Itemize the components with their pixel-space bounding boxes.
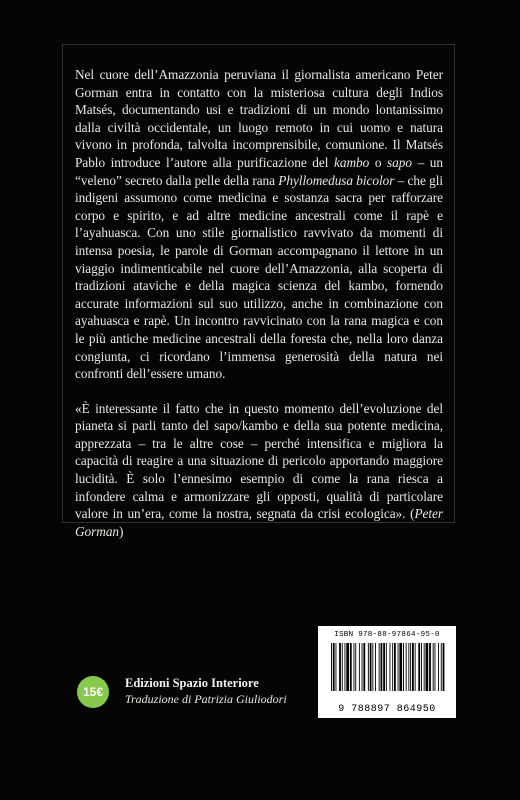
barcode-bar [339,643,341,691]
barcode-bar [359,643,360,691]
barcode-bar [333,643,335,691]
description-paragraph [75,66,443,383]
back-cover-text [75,66,443,540]
description-text-3: – che gli indigeni assumono come medicina e sostanza sacra per rafforzare corpo e spirito, e ad altre medicine ancestrali come il rapè e l’ayahuasca. Con uno stile giornalistico ravvivato da momenti di intensa poesia, le parole di Gorman accompagnano il lettore in un viaggio indimenticabile nel cuore dell’Amazzonia, alla scoperta di tradizioni ataviche e della magica scienza del kambo, fornendo accurate informazioni sul suo utilizzo, anche in combinazione con ayahuasca e rapè. Un incontro ravvicinato con la rana magica e con le più antiche medicine ancestrali della foresta che, nella loro danza congiunta, ci ricordano l’immensa generosità della natura nei confronti dell’essere umano. [75,172,443,382]
barcode-bar [375,643,376,691]
barcode-bar [438,643,439,691]
price-badge: 15€ [77,676,109,708]
barcode-bar [346,643,349,691]
term-sapo: sapo [387,154,412,170]
barcode-bar [381,643,383,691]
quote-paragraph [75,400,443,541]
barcode-bar [429,643,431,691]
quote-author: Peter Gorman [75,506,443,539]
barcode-bars [331,643,445,703]
term-kambo: kambo [334,154,370,170]
barcode-bar [424,643,425,691]
barcode-bar [443,643,445,691]
barcode-bar [379,643,380,691]
barcode-bar [362,643,363,691]
barcode-bar [390,643,391,691]
barcode-bar [370,643,372,691]
description-text-2: – un “veleno” secreto dalla pelle della rana [75,154,443,188]
isbn-label: ISBN 978-88-97864-95-0 [334,631,440,639]
barcode-bar [368,643,369,691]
barcode [318,626,456,718]
barcode-bar [435,643,436,691]
barcode-bar [426,643,429,691]
barcode-bar [408,643,409,691]
barcode-bar [399,643,402,691]
barcode-bar [412,643,414,691]
barcode-bar [403,643,404,691]
barcode-bar [394,643,396,691]
barcode-bar [336,643,337,691]
quote-close: ) [119,523,124,539]
barcode-bar [441,643,442,691]
barcode-bar [331,643,332,691]
barcode-bar [355,643,356,691]
barcode-bar [421,643,422,691]
barcode-bar [354,643,355,691]
barcode-digits: 9 788897 864950 [338,704,436,715]
barcode-bar [363,643,365,691]
barcode-bar [418,643,420,691]
barcode-bar [415,643,416,691]
publisher-name: Edizioni Spazio Interiore [125,676,259,690]
barcode-bar [372,643,373,691]
barcode-bar [433,643,434,691]
quote-text: «È interessante il fatto che in questo momento dell’evoluzione del pianeta si parli tanto del sapo/kambo e della sua potente medicina, apprezzata – tra le altre cose – perché intensifica e migliora la capacità di reagire a una situazione di pericolo apportando maggiore lucidità. È solo l’ennesimo esempio di come la rana riesca a infondere calma e armonizzare gli opposti, qualità di particolare valore in un’era, come la nostra, segnata da crisi ecologica». ( [75,400,443,522]
barcode-bar [383,643,385,691]
species-name: Phyllomedusa bicolor [278,172,395,188]
barcode-bar [350,643,352,691]
barcode-bar [410,643,411,691]
translator-credit: Traduzione di Patrizia Giuliodori [125,692,287,706]
barcode-bar [342,643,343,691]
barcode-bar [398,643,399,691]
barcode-bar [345,643,346,691]
description-text-1: Nel cuore dell’Amazzonia peruviana il giornalista americano Peter Gorman entra in contatto con la misteriosa cultura degli Indios Matsés, documentando usi e tradizioni di un mondo lontanissimo dalla civiltà occidentale, un luogo remoto in cui uomo e natura vivono in profonda, talvolta incomprensibile, comunione. Il Matsés Pablo introduce l’autore alla purificazione del [75,67,443,170]
barcode-bar [386,643,387,691]
description-text-o: o [369,154,388,170]
barcode-bar [392,643,393,691]
barcode-bar [406,643,407,691]
